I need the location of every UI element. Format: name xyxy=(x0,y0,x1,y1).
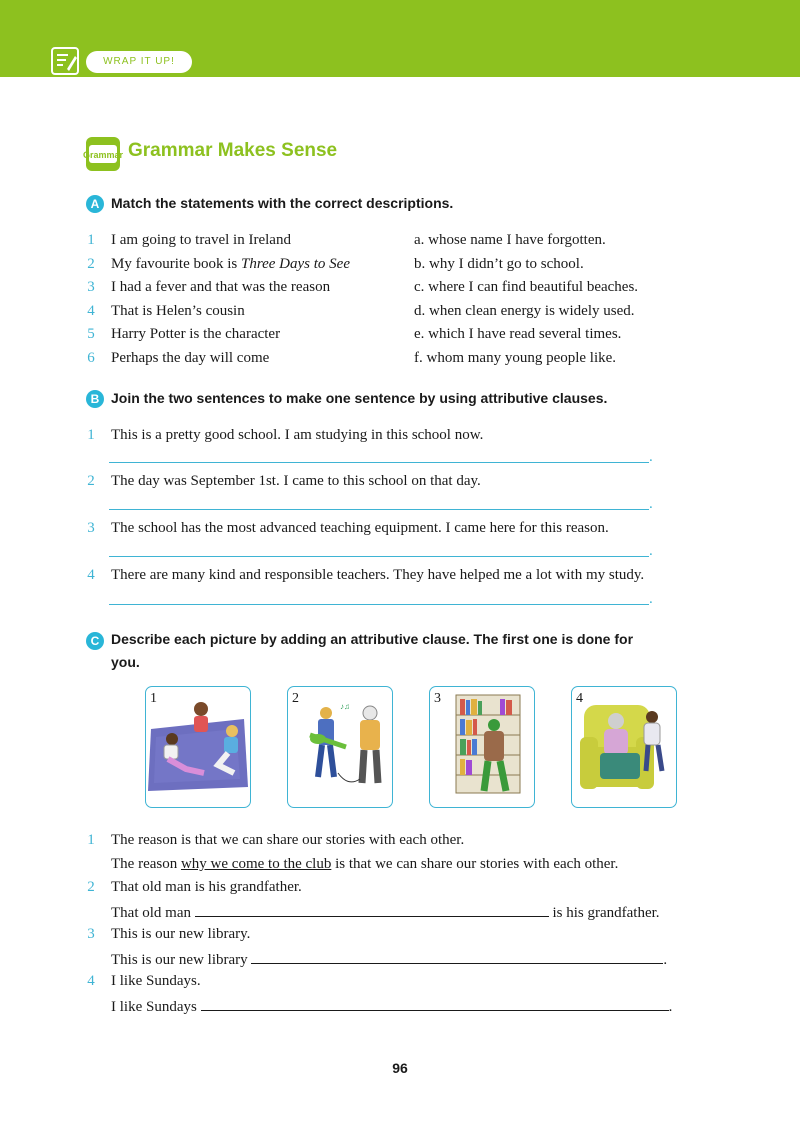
statement-text: Perhaps the day will come xyxy=(111,350,270,366)
fill-in-sentence: I like Sundays . xyxy=(111,999,673,1015)
statement-number: 3 xyxy=(87,279,95,295)
item-prompt: This is our new library. xyxy=(111,926,251,942)
fill-blank[interactable] xyxy=(251,950,663,964)
item-number: 4 xyxy=(87,973,95,989)
statement-text: Harry Potter is the character xyxy=(111,326,281,342)
badge-c: C xyxy=(86,632,104,650)
picture-number: 1 xyxy=(150,691,157,706)
description-text: a. whose name I have forgotten. xyxy=(414,232,606,248)
instruction-a: Match the statements with the correct descriptions. xyxy=(111,195,454,211)
guitar-and-grandfather-illustration xyxy=(288,687,392,807)
item-prompt: That old man is his grandfather. xyxy=(111,879,302,895)
example-answer: The reason why we come to the club is that we can share our stories with each other. xyxy=(111,856,619,872)
picture-2 xyxy=(287,686,393,808)
answer-line[interactable] xyxy=(109,604,649,605)
statement-number: 6 xyxy=(87,350,95,366)
section-title: Grammar Makes Sense xyxy=(128,140,338,161)
page-number: 96 xyxy=(392,1060,408,1076)
notebook-pencil-icon xyxy=(50,46,80,76)
statement-number: 2 xyxy=(87,256,95,272)
badge-b: B xyxy=(86,390,104,408)
section-label: WRAP IT UP! xyxy=(86,51,192,73)
line-end: . xyxy=(649,543,653,559)
grammar-icon xyxy=(82,136,124,172)
instruction-c-continued: you. xyxy=(111,654,140,670)
picture-number: 3 xyxy=(434,691,441,706)
description-text: b. why I didn’t go to school. xyxy=(414,256,584,272)
item-number: 3 xyxy=(87,520,95,536)
fill-in-sentence: That old man is his grandfather. xyxy=(111,905,660,921)
statement-text: I had a fever and that was the reason xyxy=(111,279,331,295)
description-text: c. where I can find beautiful beaches. xyxy=(414,279,639,295)
item-number: 3 xyxy=(87,926,95,942)
item-prompt: The reason is that we can share our stories with each other. xyxy=(111,832,465,848)
statement-text: My favourite book is Three Days to See xyxy=(111,256,350,272)
item-number: 2 xyxy=(87,473,95,489)
statement-number: 1 xyxy=(87,232,95,248)
description-text: d. when clean energy is widely used. xyxy=(414,303,635,319)
item-text: There are many kind and responsible teachers. They have helped me a lot with my study. xyxy=(111,567,645,583)
statement-number: 4 xyxy=(87,303,95,319)
description-text: f. whom many young people like. xyxy=(414,350,617,366)
item-text: This is a pretty good school. I am studying in this school now. xyxy=(111,427,484,443)
line-end: . xyxy=(649,496,653,512)
picture-1 xyxy=(145,686,251,808)
picture-4 xyxy=(571,686,677,808)
armchair-illustration xyxy=(572,687,676,807)
answer-line[interactable] xyxy=(109,509,649,510)
svg-text:♪♫: ♪♫ xyxy=(340,702,350,711)
item-number: 2 xyxy=(87,879,95,895)
item-number: 1 xyxy=(87,832,95,848)
fill-in-sentence: This is our new library . xyxy=(111,952,668,968)
statement-text: That is Helen’s cousin xyxy=(111,303,245,319)
item-text: The day was September 1st. I came to this school on that day. xyxy=(111,473,481,489)
description-text: e. which I have read several times. xyxy=(414,326,622,342)
item-prompt: I like Sundays. xyxy=(111,973,201,989)
instruction-c: Describe each picture by adding an attributive clause. The first one is done for xyxy=(111,631,634,647)
line-end: . xyxy=(649,449,653,465)
fill-blank[interactable] xyxy=(201,997,669,1011)
answer-line[interactable] xyxy=(109,462,649,463)
library-illustration xyxy=(430,687,534,807)
book-title: Three Days to See xyxy=(240,256,350,272)
item-number: 1 xyxy=(87,427,95,443)
kids-on-mat-illustration xyxy=(146,687,250,807)
item-text: The school has the most advanced teaching equipment. I came here for this reason. xyxy=(111,520,609,536)
example-clause: why we come to the club xyxy=(180,856,332,872)
statement-text: I am going to travel in Ireland xyxy=(111,232,291,248)
badge-a: A xyxy=(86,195,104,213)
fill-blank[interactable] xyxy=(195,903,549,917)
picture-number: 2 xyxy=(292,691,299,706)
line-end: . xyxy=(649,591,653,607)
picture-3 xyxy=(429,686,535,808)
instruction-b: Join the two sentences to make one sentence by using attributive clauses. xyxy=(111,390,608,406)
answer-line[interactable] xyxy=(109,556,649,557)
statement-number: 5 xyxy=(87,326,95,342)
item-number: 4 xyxy=(87,567,95,583)
grammar-icon-text: Grammar xyxy=(82,150,124,160)
picture-number: 4 xyxy=(576,691,583,706)
